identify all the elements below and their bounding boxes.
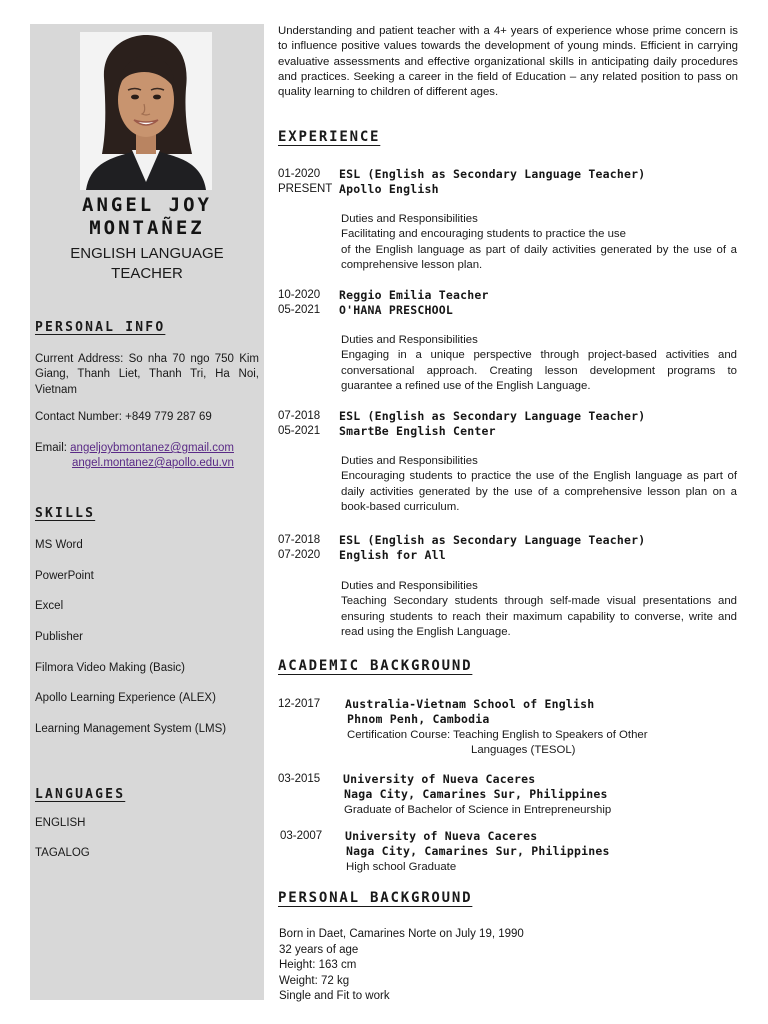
academic-detail: High school Graduate (346, 861, 457, 873)
contact-number: Contact Number: +849 779 287 69 (35, 411, 212, 423)
duties-label: Duties and Responsibilities (341, 455, 478, 467)
school-location: Phnom Penh, Cambodia (347, 712, 490, 726)
school-name: University of Nueva Caceres (345, 829, 538, 843)
academic-date: 03-2015 (278, 773, 321, 785)
job-date-end: PRESENT (278, 183, 333, 195)
school-location: Naga City, Camarines Sur, Philippines (346, 844, 610, 858)
duties-text: Encouraging students to practice the use of the English language as part of daily activities generated by the use of a comprehensive lesson plan on a book-based curriculum. (341, 470, 737, 513)
email-label: Email: (35, 442, 67, 454)
duties-line: of the English language as part of daily activities generated by the use of a comprehensive lesson plan. (341, 243, 737, 271)
job-organization: O'HANA PRESCHOOL (339, 303, 453, 317)
job-organization: SmartBe English Center (339, 424, 496, 438)
duties-label: Duties and Responsibilities (341, 213, 478, 225)
language-item: TAGALOG (35, 847, 90, 859)
personal-detail: Weight: 72 kg (279, 975, 350, 987)
professional-summary: Understanding and patient teacher with a 4+ years of experience whose prime concern is to influence positive values towards the development of young minds. Efficient in carrying evaluative assessments and effective organizational skills in anticipating daily procedures and practices. Seeking a career in the field of Education – any related position to pass on quality learning to children of different ages. (278, 25, 738, 99)
academic-detail: Graduate of Bachelor of Science in Entrepreneurship (344, 804, 612, 816)
name-line-1: ANGEL JOY (82, 194, 212, 216)
candidate-name (30, 194, 264, 240)
academic-date: 12-2017 (278, 698, 321, 710)
job-description (341, 579, 737, 640)
skill-item: PowerPoint (35, 570, 94, 582)
job-description (341, 212, 737, 273)
job-date-start: 10-2020 (278, 289, 321, 301)
address-text: Current Address: So nha 70 ngo 750 Kim Giang, Thanh Liet, Thanh Tri, Ha Noi, Vietnam (35, 353, 259, 396)
job-description (341, 454, 737, 515)
job-date-end: 05-2021 (278, 425, 321, 437)
academic-heading: ACADEMIC BACKGROUND (278, 658, 473, 674)
personal-detail: 32 years of age (279, 944, 359, 956)
academic-detail: Languages (TESOL) (471, 744, 576, 756)
job-description (341, 333, 737, 394)
job-date-end: 05-2021 (278, 304, 321, 316)
job-title (30, 244, 264, 284)
sidebar (30, 24, 264, 1000)
skill-item: Apollo Learning Experience (ALEX) (35, 692, 216, 704)
job-title: ESL (English as Secondary Language Teacher) (339, 167, 646, 181)
job-date-start: 01-2020 (278, 168, 321, 180)
name-line-2: MONTAÑEZ (89, 217, 205, 239)
skill-item: MS Word (35, 539, 83, 551)
school-name: Australia-Vietnam School of English (345, 697, 595, 711)
personal-detail: Height: 163 cm (279, 959, 357, 971)
skill-item: Excel (35, 600, 64, 612)
job-date-end: 07-2020 (278, 549, 321, 561)
languages-heading: LANGUAGES (35, 787, 126, 802)
personal-detail: Born in Daet, Camarines Norte on July 19, 1990 (279, 928, 524, 940)
academic-detail: Certification Course: Teaching English to Speakers of Other (347, 729, 648, 741)
skill-item: Learning Management System (LMS) (35, 723, 227, 735)
duties-line: Facilitating and encouraging students to practice the use (341, 228, 626, 241)
language-item: ENGLISH (35, 817, 86, 829)
personal-info-heading: PERSONAL INFO (35, 320, 166, 335)
profile-photo (80, 32, 212, 190)
role-line-2: TEACHER (111, 265, 183, 282)
school-name: University of Nueva Caceres (343, 772, 536, 786)
duties-text: Teaching Secondary students through self-made visual presentations and ensuring students to reach their maximum capability to converse, write and read using the English Language. (341, 595, 737, 638)
role-line-1: ENGLISH LANGUAGE (70, 245, 224, 262)
job-title: Reggio Emilia Teacher (339, 288, 489, 302)
duties-text: Engaging in a unique perspective through project-based activities and conversational approach. Creating lesson development programs to guarantee a refined use of the English Language. (341, 349, 737, 392)
job-title: ESL (English as Secondary Language Teacher) (339, 533, 646, 547)
duties-label: Duties and Responsibilities (341, 334, 478, 346)
job-organization: English for All (339, 548, 446, 562)
skills-heading: SKILLS (35, 506, 96, 521)
email-block (35, 441, 259, 473)
email-link-primary[interactable]: angeljoybmontanez@gmail.com (70, 442, 234, 454)
job-title: ESL (English as Secondary Language Teacher) (339, 409, 646, 423)
email-link-secondary[interactable]: angel.montanez@apollo.edu.vn (72, 457, 234, 469)
skill-item: Publisher (35, 631, 83, 643)
job-date-start: 07-2018 (278, 410, 321, 422)
academic-date: 03-2007 (280, 830, 323, 842)
school-location: Naga City, Camarines Sur, Philippines (344, 787, 608, 801)
experience-heading: EXPERIENCE (278, 129, 381, 145)
personal-detail: Single and Fit to work (279, 990, 390, 1002)
job-organization: Apollo English (339, 182, 439, 196)
personal-background-heading: PERSONAL BACKGROUND (278, 890, 473, 906)
skill-item: Filmora Video Making (Basic) (35, 662, 185, 674)
profile-photo-illustration (80, 32, 212, 190)
job-date-start: 07-2018 (278, 534, 321, 546)
duties-label: Duties and Responsibilities (341, 580, 478, 592)
